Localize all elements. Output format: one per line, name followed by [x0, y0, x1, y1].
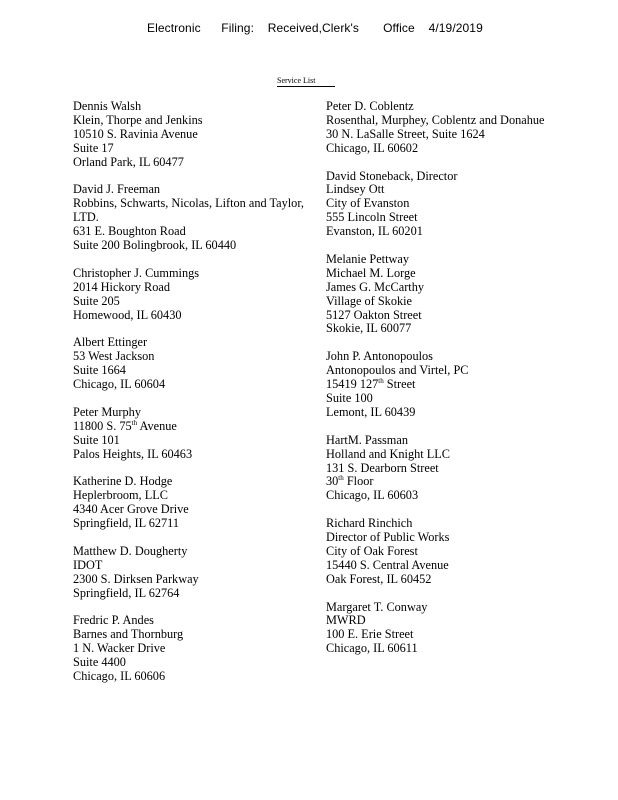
address-line: Palos Heights, IL 60463 — [73, 446, 193, 461]
header-part: Office — [383, 21, 415, 35]
address-entry — [73, 267, 308, 323]
contact-name: Dennis Walsh — [73, 99, 142, 113]
address-line: Heplerbroom, LLC — [73, 488, 168, 503]
contact-name: Melanie Pettway — [326, 251, 409, 266]
address-line: 30th Floor — [326, 474, 374, 489]
address-line: Suite 4400 — [73, 655, 126, 670]
address-entry — [326, 350, 606, 420]
address-line: Suite 17 — [73, 140, 114, 155]
address-line: 4340 Acer Grove Drive — [73, 502, 189, 517]
address-entry — [326, 601, 606, 657]
address-line: 2014 Hickory Road — [73, 279, 170, 294]
address-entry — [73, 183, 308, 253]
contact-name: Christopher J. Cummings — [73, 265, 200, 280]
address-line: Evanston, IL 60201 — [326, 224, 423, 239]
address-entry — [73, 406, 308, 462]
address-line: Rosenthal, Murphey, Coblentz and Donahue — [326, 112, 545, 127]
address-line: Skokie, IL 60077 — [326, 321, 412, 336]
address-line: 5127 Oakton Street — [326, 307, 422, 322]
address-entry — [73, 100, 308, 170]
address-line: 10510 S. Ravinia Avenue — [73, 126, 198, 141]
address-line: 53 West Jackson — [73, 349, 155, 364]
address-line: Klein, Thorpe and Jenkins — [73, 112, 203, 127]
address-line: Director of Public Works — [326, 530, 450, 545]
address-line: Robbins, Schwarts, Nicolas, Lifton and Taylor, LTD. — [73, 196, 305, 225]
header-part: Electronic — [147, 21, 201, 35]
address-line: Suite 200 Bolingbrook, IL 60440 — [73, 238, 237, 253]
service-list-right-column — [326, 100, 606, 670]
address-line: Lemont, IL 60439 — [326, 404, 416, 419]
address-line: 131 S. Dearborn Street — [326, 460, 439, 475]
address-line: Springfield, IL 62764 — [73, 585, 180, 600]
address-line: Springfield, IL 62711 — [73, 516, 179, 531]
address-line: 555 Lincoln Street — [326, 210, 418, 225]
address-line: Suite 1664 — [73, 363, 126, 378]
address-line: City of Oak Forest — [326, 543, 418, 558]
address-line: City of Evanston — [326, 196, 410, 211]
contact-name: Katherine D. Hodge — [73, 474, 173, 489]
address-line: Orland Park, IL 60477 — [73, 154, 184, 169]
address-line: 30 N. LaSalle Street, Suite 1624 — [326, 126, 485, 141]
filing-stamp-header — [147, 21, 483, 35]
address-entry — [326, 517, 606, 587]
address-entry — [326, 434, 606, 504]
address-line: Oak Forest, IL 60452 — [326, 571, 432, 586]
contact-name: Albert Ettinger — [73, 335, 148, 350]
service-list-left-column — [73, 100, 308, 698]
contact-name: Matthew D. Dougherty — [73, 543, 188, 558]
address-line: MWRD — [326, 613, 366, 628]
address-line: Chicago, IL 60606 — [73, 669, 166, 684]
address-line: Suite 100 — [326, 390, 373, 405]
address-line: James G. McCarthy — [326, 279, 425, 294]
header-part: Filing: — [221, 21, 255, 35]
contact-name: Peter Murphy — [73, 404, 141, 419]
address-line: Homewood, IL 60430 — [73, 307, 182, 322]
address-line: Holland and Knight LLC — [326, 446, 450, 461]
address-line: 1 N. Wacker Drive — [73, 641, 166, 656]
contact-name: Richard Rinchich — [326, 516, 413, 531]
contact-name: Fredric P. Andes — [73, 613, 154, 628]
contact-name: David Stoneback, Director — [326, 168, 458, 183]
address-entry — [73, 475, 308, 531]
address-line: Chicago, IL 60604 — [73, 377, 166, 392]
address-line: 15419 127th Street — [326, 376, 416, 392]
address-line: IDOT — [73, 557, 103, 572]
address-entry — [326, 100, 606, 156]
address-entry — [73, 336, 308, 392]
address-entry — [326, 253, 606, 336]
address-entry — [73, 545, 308, 601]
address-line: Barnes and Thornburg — [73, 627, 184, 642]
page-title: Service List — [277, 76, 335, 87]
address-line: Michael M. Lorge — [326, 265, 416, 280]
address-line: 100 E. Erie Street — [326, 627, 414, 642]
address-line: 2300 S. Dirksen Parkway — [73, 571, 199, 586]
contact-name: Peter D. Coblentz — [326, 99, 414, 113]
contact-name: David J. Freeman — [73, 182, 161, 197]
address-entry — [73, 614, 308, 684]
header-part: 4/19/2019 — [428, 21, 483, 35]
address-line: Village of Skokie — [326, 293, 413, 308]
address-line: Suite 101 — [73, 432, 120, 447]
contact-name: John P. Antonopoulos — [326, 349, 433, 364]
address-line: 11800 S. 75th Avenue — [73, 418, 177, 433]
address-line: Chicago, IL 60603 — [326, 488, 419, 503]
address-line: Lindsey Ott — [326, 182, 385, 197]
header-part: Received,Clerk's — [267, 21, 360, 35]
address-line: 15440 S. Central Avenue — [326, 557, 449, 572]
address-line: 631 E. Boughton Road — [73, 224, 186, 239]
address-line: Suite 205 — [73, 293, 120, 308]
address-line: Chicago, IL 60602 — [326, 140, 419, 155]
contact-name: Margaret T. Conway — [326, 599, 428, 614]
address-line: Antonopoulos and Virtel, PC — [326, 363, 469, 378]
address-entry — [326, 170, 606, 240]
contact-name: HartM. Passman — [326, 432, 408, 447]
address-line: Chicago, IL 60611 — [326, 641, 418, 656]
